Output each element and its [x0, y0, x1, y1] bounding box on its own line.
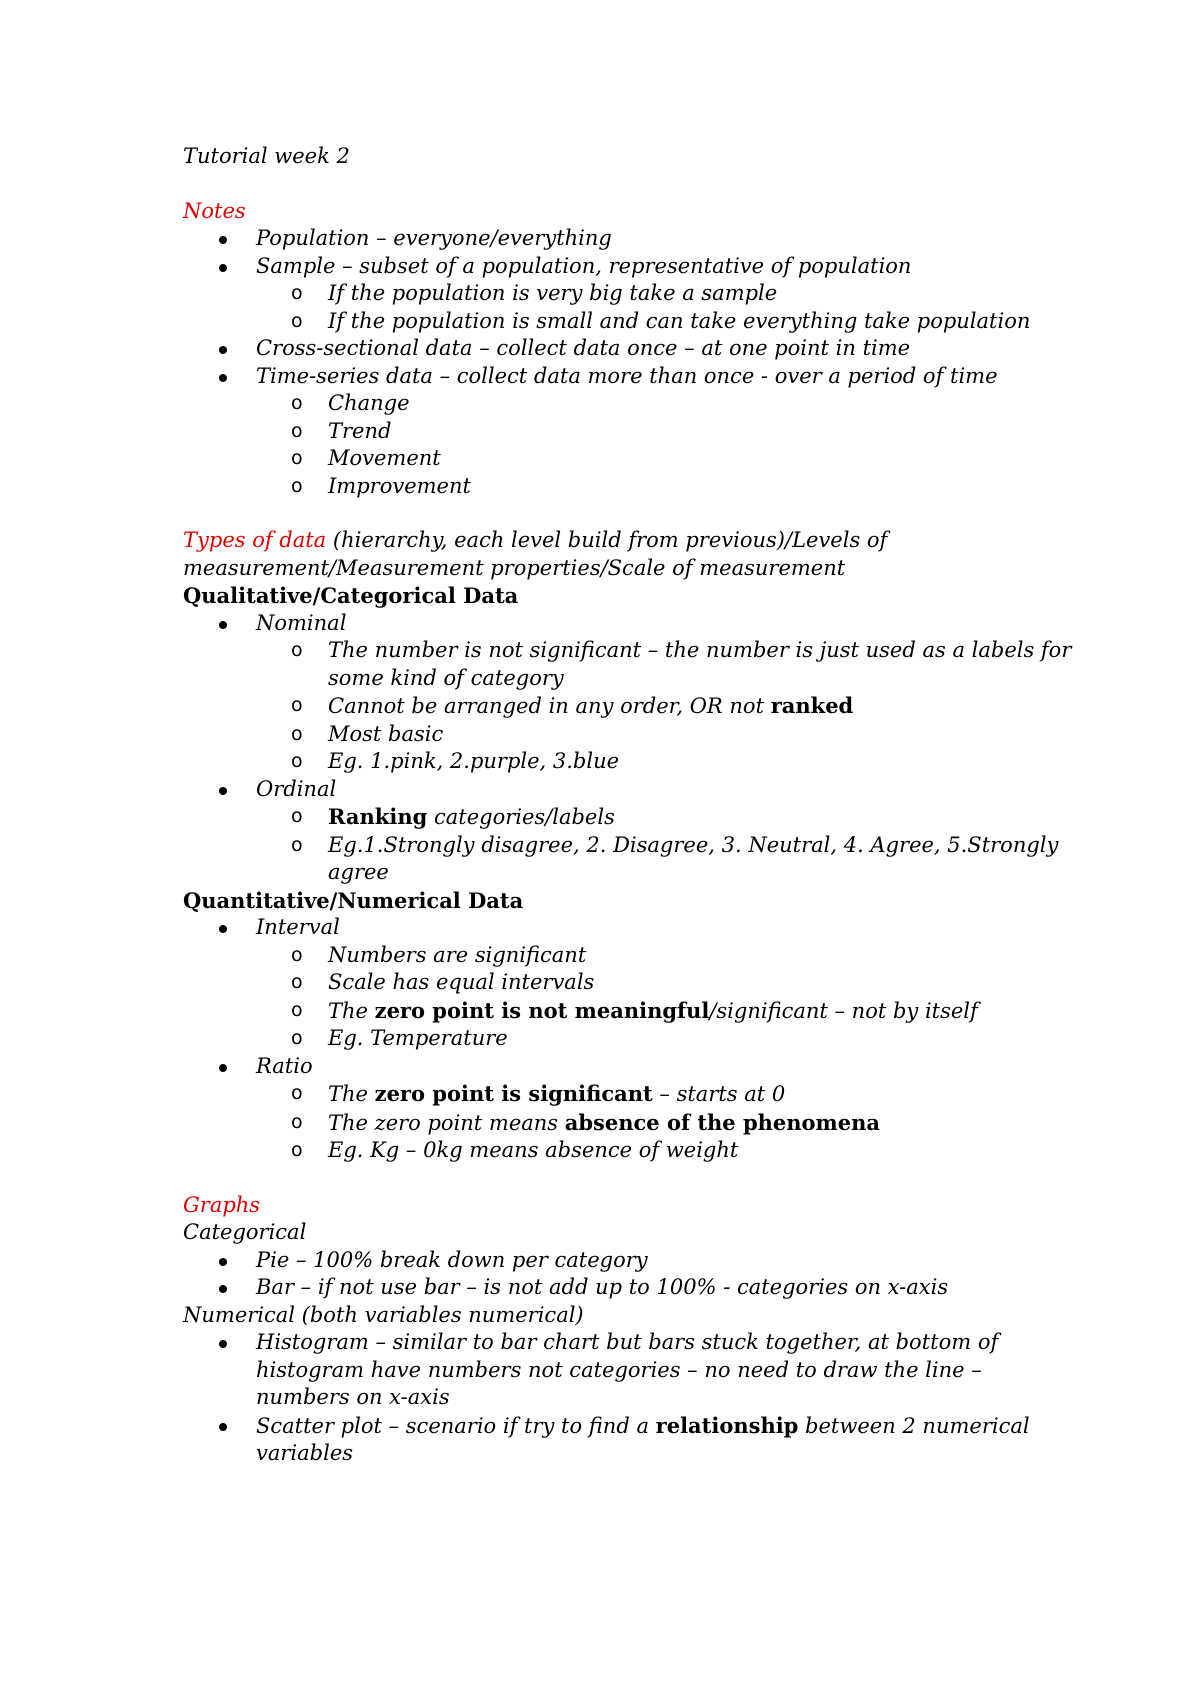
list-item: Bar – if not use bar – is not add up to 100% - categories on x-axis [183, 1274, 1063, 1302]
circle-bullet-icon: o [291, 309, 303, 332]
notes-heading: Notes [183, 198, 246, 223]
list-item-continued: numbers on x-axis [256, 1385, 450, 1409]
bullet-icon [219, 787, 227, 795]
sub-list-item: o Eg. Kg – 0kg means absence of weight [183, 1137, 1063, 1165]
bullet-icon [219, 925, 227, 933]
sub-list-item: o Eg. Temperature [183, 1025, 1063, 1053]
circle-bullet-icon: o [291, 419, 303, 442]
list-item: Ordinal [183, 776, 1063, 804]
sub-list-item: o The number is not significant – the number is just used as a labels for [183, 637, 1063, 665]
quantitative-heading: Quantitative/Numerical Data [183, 887, 524, 913]
qualitative-heading: Qualitative/Categorical Data [183, 583, 519, 608]
sub-list-item: o Change [183, 390, 1063, 418]
bullet-icon [219, 346, 227, 354]
circle-bullet-icon: o [291, 805, 303, 827]
bullet-icon [219, 1258, 227, 1266]
sub-list-item: o Trend [183, 418, 1063, 446]
circle-bullet-icon: o [291, 971, 303, 993]
document-title: Tutorial week 2 [183, 144, 350, 168]
circle-bullet-icon: o [291, 943, 303, 966]
circle-bullet-icon: o [291, 282, 303, 304]
bullet-icon [219, 236, 227, 244]
circle-bullet-icon: o [291, 447, 303, 469]
circle-bullet-icon: o [291, 1139, 303, 1161]
list-item: Cross-sectional data – collect data once – at one point in time [183, 335, 1063, 363]
circle-bullet-icon: o [291, 474, 303, 497]
circle-bullet-icon: o [291, 392, 303, 414]
list-item-continued: variables [256, 1441, 354, 1465]
categorical-subheading: Categorical [183, 1220, 307, 1244]
circle-bullet-icon: o [291, 750, 303, 772]
list-item: Time-series data – collect data more than once - over a period of time [183, 363, 1063, 391]
bullet-icon [219, 1064, 227, 1072]
sub-list-item: o The zero point means absence of the phenomena [291, 1109, 881, 1135]
types-heading: Types of data (hierarchy, each level build from previous)/Levels of [183, 528, 888, 552]
sub-list-item: o Most basic [183, 721, 1063, 749]
circle-bullet-icon: o [291, 1027, 303, 1049]
circle-bullet-icon: o [291, 1110, 303, 1133]
sub-list-item: o Ranking categories/labels [291, 804, 615, 829]
list-item: Histogram – similar to bar chart but bars stuck together, at bottom of [183, 1329, 1063, 1357]
bullet-icon [219, 1340, 227, 1348]
bullet-icon [219, 374, 227, 382]
sub-list-item: o The zero point is not meaningful/significant – not by itself [291, 997, 978, 1023]
list-item: Sample – subset of a population, representative of population [183, 253, 1063, 281]
list-item: Scatter plot – scenario if try to find a relationship between 2 numerical [183, 1412, 1063, 1441]
list-item: Pie – 100% break down per category [183, 1247, 1063, 1275]
sub-list-item: o Movement [183, 445, 1063, 473]
list-item: Ratio [183, 1053, 1063, 1081]
bullet-icon [219, 1423, 227, 1431]
types-heading-continued: measurement/Measurement properties/Scale of measurement [183, 555, 846, 580]
sub-list-item-continued: some kind of category [328, 665, 564, 690]
sub-list-item: o Eg.1.Strongly disagree, 2. Disagree, 3. Neutral, 4. Agree, 5.Strongly [183, 832, 1063, 860]
sub-list-item: o Improvement [183, 473, 1063, 501]
bullet-icon [219, 264, 227, 272]
sub-list-item: o If the population is small and can take everything take population [183, 308, 1063, 336]
sub-list-item: o Eg. 1.pink, 2.purple, 3.blue [183, 748, 1063, 776]
sub-list-item: o Numbers are significant [183, 942, 1063, 970]
list-item: Population – everyone/everything [183, 225, 1063, 253]
sub-list-item: o If the population is very big take a sample [183, 280, 1063, 308]
sub-list-item: o The zero point is significant – starts at 0 [291, 1081, 786, 1106]
circle-bullet-icon: o [291, 694, 303, 716]
sub-list-item: o Scale has equal intervals [183, 969, 1063, 997]
circle-bullet-icon: o [291, 639, 303, 661]
sub-list-item: o Cannot be arranged in any order, OR not ranked [291, 693, 854, 718]
list-item: Interval [183, 914, 1063, 942]
document-page [183, 143, 1072, 1468]
circle-bullet-icon: o [291, 833, 303, 856]
list-item: Nominal [183, 610, 1063, 638]
circle-bullet-icon: o [291, 1082, 303, 1104]
bullet-icon [219, 1285, 227, 1293]
sub-list-item-continued: agree [328, 860, 389, 884]
numerical-subheading: Numerical (both variables numerical) [183, 1302, 584, 1327]
bullet-icon [219, 621, 227, 629]
graphs-heading: Graphs [183, 1192, 261, 1217]
circle-bullet-icon: o [291, 722, 303, 745]
list-item-continued: histogram have numbers not categories – no need to draw the line – [256, 1357, 982, 1382]
circle-bullet-icon: o [291, 998, 303, 1021]
